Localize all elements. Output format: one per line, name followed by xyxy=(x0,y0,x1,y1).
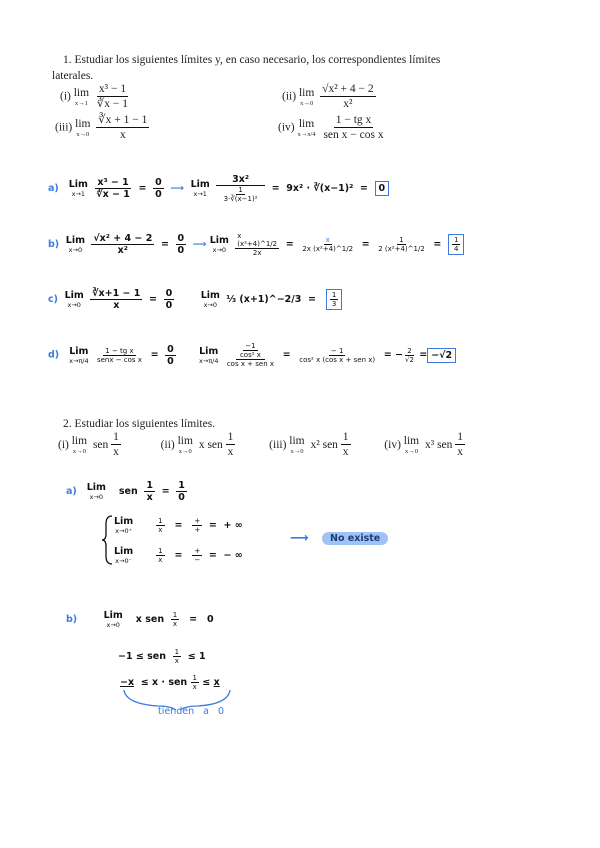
solution-tag: a) xyxy=(48,183,59,194)
solution-2a: a) Lim x→0 sen $\frac{1}{x}$ = $\frac{1}{0}$ xyxy=(66,480,185,503)
problem1-statement-line1: 1. Estudiar los siguientes límites y, en caso necesario, los correspondientes límites xyxy=(63,54,441,66)
problem1-item-i: (i) lim x→1 $\frac{\text{x³ − 1}}{∛x - 1}$ xyxy=(60,83,129,111)
solution-1b: b) Lim x→0 $\frac{\text{√x² + 4 − 2}}{\text{x²}}$ = $\frac{0}{0}$ ⟶ Lim x→0 x (x²+4)^1/2 2x = $\frac{x}{\text{2x (x²+4)\textasciicircum{}1/2}}$ = $\frac{1}{\text{2 (x²+4)\textasciicircum{}1/2}}$ = $\frac{1}{4}$ xyxy=(48,232,464,257)
solution-tag: b) xyxy=(48,239,60,250)
problem2-statement: 2. Estudiar los siguientes límites. xyxy=(63,418,216,430)
verdict-badge: No existe xyxy=(322,533,388,544)
solution-tag: a) xyxy=(66,486,77,497)
solution-1d: d) Lim x→π/4 $\frac{\text{1 − tg x}}{\text{senx − cos x}}$ = $\frac{0}{0}$ Lim x→π/4 $\frac{\frac{-1}{\text{cos² x}}}{\text{cos x + sen x}}$ = $\frac{- 1}{\text{cos² x (cos x + sen x)}}$ = − $\frac{2}{√2}$ = −√2 xyxy=(48,342,456,368)
problem2-items xyxy=(58,430,465,460)
solution-1a: a) Lim x→1 $\frac{\text{x³ − 1}}{∛x - 1}$ = $\frac{0}{0}$ ⟶ Lim x→1 $\frac{\text{3x²}}{\frac{1}{\text{3·∛(x−1)²}}}$ = 9x² · ∛(x−1)² = 0 xyxy=(48,174,389,203)
solution-1c: c) Lim x→0 $\frac{∛x+1 - 1}{x}$ = $\frac{0}{0}$ Lim x→0 ⅓ (x+1)^−2/3 = $\frac{1}{3}$ xyxy=(48,288,342,311)
problem1-item-ii: (ii) lim x→0 $\frac{\text{√x² + 4 − 2}}{\text{x²}}$ xyxy=(282,83,374,111)
bound-line-2: −x ≤ x · sen $\frac{1}{x}$ ≤ x xyxy=(120,674,220,691)
converge-note: tienden a 0 xyxy=(158,706,225,717)
result-box: −√2 xyxy=(427,348,456,363)
result-box: 0 xyxy=(375,181,390,196)
problem1-item-iv: (iv) lim x→π/4 $\frac{\text{1 − tg x}}{\text{sen x − cos x}}$ xyxy=(278,114,384,142)
left-brace xyxy=(102,514,114,566)
solution-2b: b) Lim x→0 x sen $\frac{1}{x}$ = 0 xyxy=(66,610,214,629)
arrow-to-verdict: ⟶ xyxy=(290,531,309,546)
solution-tag: d) xyxy=(48,349,60,361)
problem2-item: (i) lim x→0 sen $\frac{1}{x}$ xyxy=(58,431,119,459)
bound-line-1: −1 ≤ sen $\frac{1}{x}$ ≤ 1 xyxy=(118,648,206,665)
right-limit: Lim x→0⁺ $\frac{1}{x}$ = $\frac{+}{+}$ = + ∞ xyxy=(114,516,243,535)
solution-tag: b) xyxy=(66,614,78,625)
problem1-statement-line2: laterales. xyxy=(52,70,94,82)
problem2-item: (iv) lim x→0 x³ sen $\frac{1}{x}$ xyxy=(384,431,464,459)
solution-tag: c) xyxy=(48,294,58,305)
problem1-item-iii: (iii) lim x→0 $\frac{∛x + 1 - 1}{x}$ xyxy=(55,114,148,142)
result-box: $\frac{1}{4}$ xyxy=(448,234,464,255)
left-limit: Lim x→0⁻ $\frac{1}{x}$ = $\frac{+}{-}$ = − ∞ xyxy=(114,546,243,565)
result-box: $\frac{1}{3}$ xyxy=(326,289,342,310)
problem2-item: (ii) lim x→0 x sen $\frac{1}{x}$ xyxy=(160,431,234,459)
problem2-item: (iii) lim x→0 x² sen $\frac{1}{x}$ xyxy=(269,431,349,459)
